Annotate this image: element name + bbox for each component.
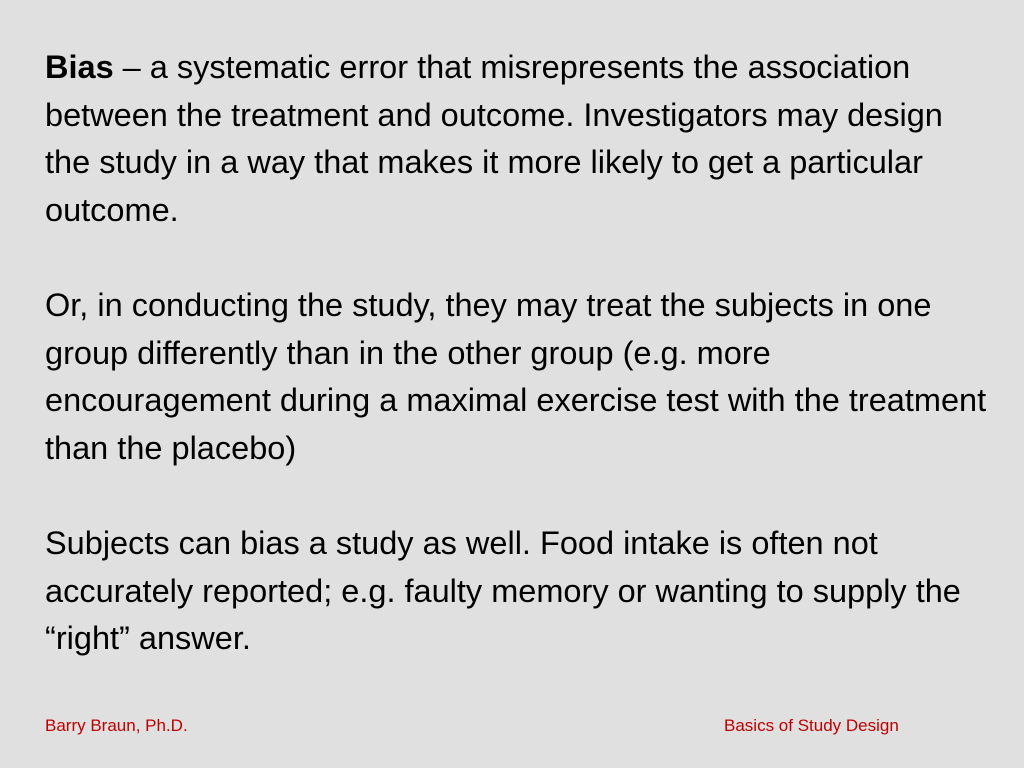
footer-course-title: Basics of Study Design bbox=[724, 716, 899, 735]
bias-term: Bias bbox=[45, 49, 114, 85]
bias-definition-text: – a systematic error that misrepresents the association between the treatment and outcome. Investigators may design the study in a way that makes it more likely to get a particular outcome. bbox=[45, 49, 943, 228]
footer-author: Barry Braun, Ph.D. bbox=[45, 716, 188, 735]
subject-bias-paragraph: Subjects can bias a study as well. Food intake is often not accurately reported; e.g. faulty memory or wanting to supply the “right” answer. bbox=[45, 524, 961, 657]
slide-body bbox=[45, 44, 995, 710]
bias-definition-paragraph bbox=[45, 44, 995, 234]
investigator-bias-paragraph: Or, in conducting the study, they may treat the subjects in one group differently than in the other group (e.g. more encouragement during a maximal exercise test with the treatment than the placebo) bbox=[45, 286, 987, 466]
